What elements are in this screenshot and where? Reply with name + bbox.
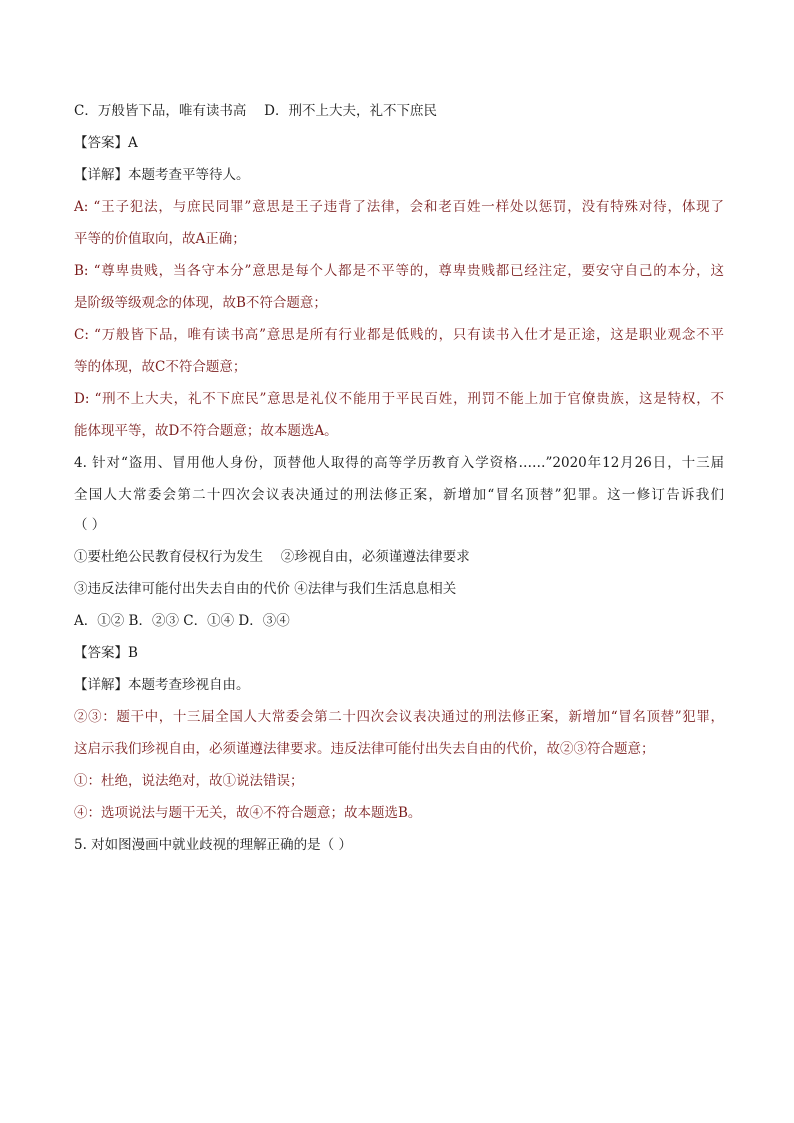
q3-answer: 【答案】A — [74, 135, 138, 151]
q4-detail: 【详解】本题考查珍视自由。 — [74, 677, 250, 693]
q3-explain-c-line1: C: “万般皆下品，唯有读书高”意思是所有行业都是低贱的，只有读书入仕才是正途，这是职业观念不平 — [74, 327, 724, 343]
q3-detail: 【详解】本题考查平等待人。 — [74, 167, 250, 183]
q5-stem: 5. 对如图漫画中就业歧视的理解正确的是（ ） — [74, 837, 352, 853]
q3-explain-a-line1: A: “王子犯法，与庶民同罪”意思是王子违背了法律，会和老百姓一样处以惩罚，没有特殊对待，体现了 — [74, 199, 724, 215]
q4-explain-line2: 这启示我们珍视自由，必须谨遵法律要求。违反法律可能付出失去自由的代价，故②③符合题意； — [74, 741, 655, 757]
q3-options-cd: C．万般皆下品，唯有读书高 D．刑不上大夫，礼不下庶民 — [74, 103, 437, 119]
q3-explain-a-line2: 平等的价值取向，故A正确； — [74, 231, 246, 247]
q4-explain-line4: ④：选项说法与题干无关，故④不符合题意；故本题选B。 — [74, 805, 422, 821]
q3-explain-b-line2: 是阶级等级观念的体现，故B不符合题意； — [74, 295, 327, 311]
q4-options-12: ①要杜绝公民教育侵权行为发生 ②珍视自由，必须谨遵法律要求 — [74, 549, 470, 565]
q3-explain-b-line1: B: “尊卑贵贱，当各守本分”意思是每个人都是不平等的，尊卑贵贱都已经注定，要安守自己的本分，这 — [74, 263, 724, 279]
q3-explain-d-line1: D: “刑不上大夫，礼不下庶民”意思是礼仪不能用于平民百姓，刑罚不能上加于官僚贵族，这是特权，不 — [74, 391, 724, 407]
q4-stem-line2: 全国人大常委会第二十四次会议表决通过的刑法修正案，新增加“冒名顶替”犯罪。这一修订告诉我们 — [74, 487, 724, 503]
q4-options-34: ③违反法律可能付出失去自由的代价 ④法律与我们生活息息相关 — [74, 581, 457, 597]
q4-explain-line3: ①：杜绝，说法绝对，故①说法错误； — [74, 773, 304, 789]
q4-stem-line1: 4. 针对“盗用、冒用他人身份，顶替他人取得的高等学历教育入学资格……”2020年12月26日，十三届 — [74, 455, 724, 471]
q4-choices: A．①② B．②③ C．①④ D．③④ — [74, 613, 290, 629]
q4-answer: 【答案】B — [74, 645, 138, 661]
q4-stem-line3: （ ） — [74, 517, 106, 533]
q4-explain-line1: ②③：题干中，十三届全国人大常委会第二十四次会议表决通过的刑法修正案，新增加“冒名顶替”犯罪， — [74, 709, 724, 725]
q3-explain-d-line2: 能体现平等，故D不符合题意；故本题选A。 — [74, 423, 338, 439]
q3-explain-c-line2: 等的体现，故C不符合题意； — [74, 359, 247, 375]
